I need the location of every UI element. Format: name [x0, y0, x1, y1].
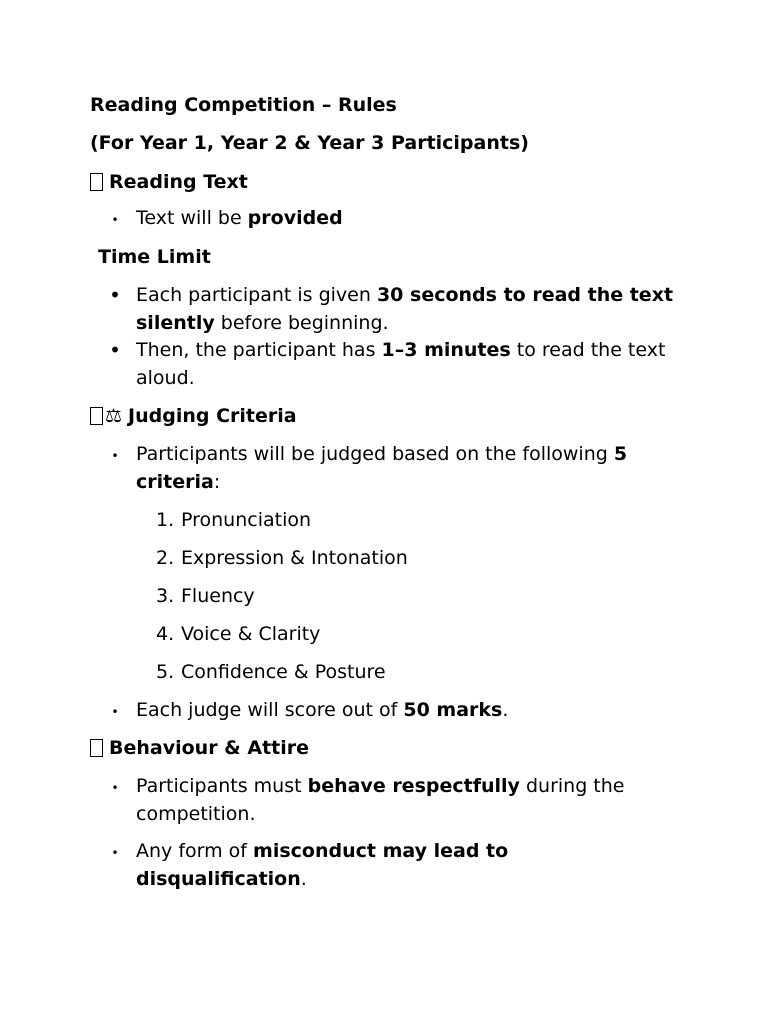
bullet-text: Participants must behave respectfully during the competition. [136, 775, 625, 825]
document-title: Reading Competition – Rules [90, 94, 397, 116]
bullet-text: Any form of misconduct may lead to disqualification. [136, 840, 509, 890]
missing-glyph-icon [90, 739, 103, 757]
criteria-number: 1. [156, 509, 175, 531]
criteria-number: 2. [156, 547, 175, 569]
section-heading-label: Reading Text [109, 171, 248, 193]
missing-glyph-icon [90, 407, 103, 425]
criteria-number: 3. [156, 585, 175, 607]
section-heading-label: Behaviour & Attire [109, 737, 310, 759]
bullet-marker: • [111, 449, 119, 463]
bullet-text: Participants will be judged based on the following 5 criteria: [136, 443, 628, 493]
criteria-item: Expression & Intonation [181, 547, 408, 569]
missing-glyph-icon [90, 173, 103, 191]
section-heading-reading-text [90, 170, 248, 194]
criteria-number: 4. [156, 623, 175, 645]
bullet-marker: • [111, 705, 119, 719]
section-heading-label: Judging Criteria [128, 405, 297, 427]
bullet-text: Each participant is given 30 seconds to read the text silently before beginning. [136, 284, 674, 334]
bullet-marker: • [111, 781, 119, 795]
bullet-marker: • [111, 213, 119, 227]
bullet-text: Each judge will score out of 50 marks. [136, 699, 509, 721]
section-heading-judging-criteria [90, 404, 297, 428]
criteria-item: Fluency [181, 585, 255, 607]
criteria-item: Pronunciation [181, 509, 312, 531]
criteria-item: Confidence & Posture [181, 661, 386, 683]
bullet-text: Then, the participant has 1–3 minutes to read the text aloud. [136, 339, 666, 389]
section-heading-behaviour-attire [90, 736, 309, 760]
document-subtitle: (For Year 1, Year 2 & Year 3 Participants) [90, 132, 529, 154]
criteria-number: 5. [156, 661, 175, 683]
bullet-marker: • [109, 338, 121, 362]
bullet-text: Text will be provided [136, 207, 343, 229]
bullet-marker: • [109, 283, 121, 307]
scales-icon: ⚖ [105, 405, 123, 427]
criteria-item: Voice & Clarity [181, 623, 321, 645]
bullet-marker: • [111, 846, 119, 860]
section-heading-time-limit: Time Limit [98, 246, 211, 268]
